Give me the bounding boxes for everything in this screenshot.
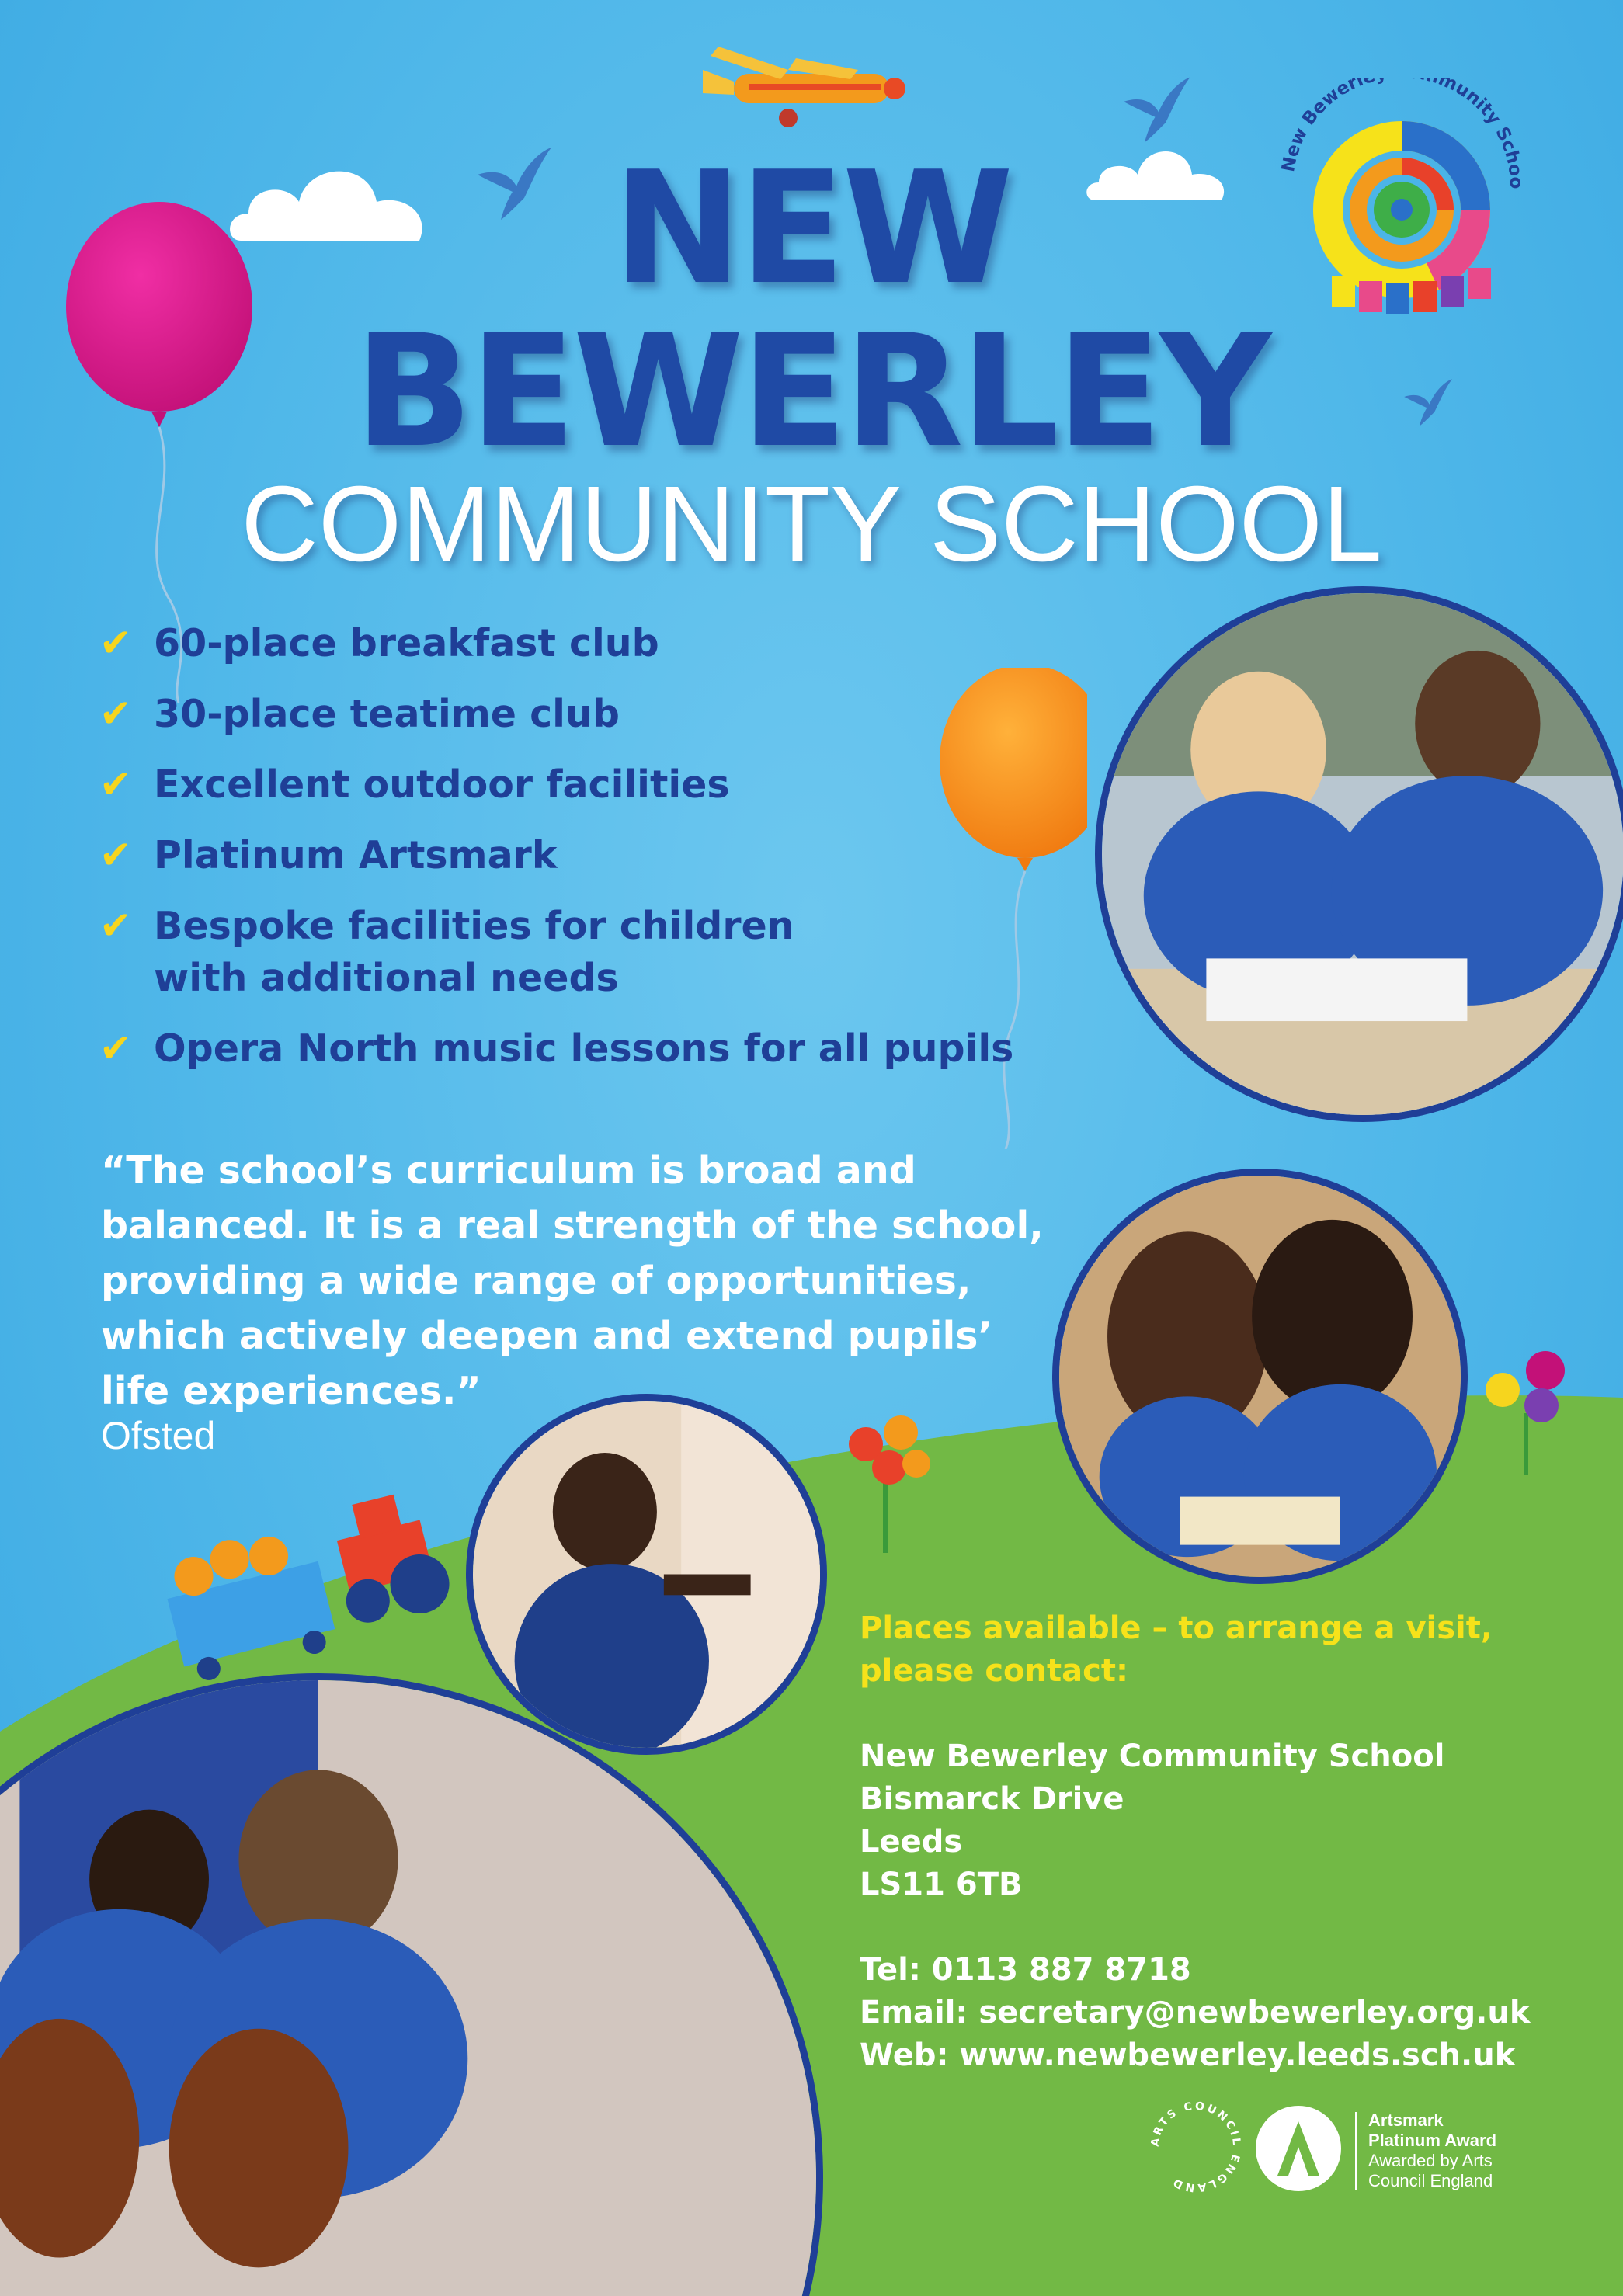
contact-block [860, 1607, 1559, 2077]
check-icon: ✔ [99, 903, 132, 948]
svg-text:New Bewerley Community School: New Bewerl munity Schoo [1278, 78, 1527, 189]
arts-council-logo [1145, 2096, 1246, 2197]
check-icon: ✔ [99, 620, 132, 665]
flower-orange-icon [835, 1405, 936, 1553]
airplane-icon [703, 39, 928, 132]
feature-item: ✔ Opera North music lessons for all pupils [99, 1023, 1013, 1075]
title-bewerley: BEWERLEY [354, 301, 1269, 482]
contact-web: Web: www.newbewerley.leeds.sch.uk [860, 2037, 1516, 2073]
quote-source: Ofsted [101, 1414, 216, 1457]
svg-text:ARTS COUNCIL ENGLAND: ARTS COUNCIL ENGLAND [1149, 2100, 1243, 2194]
check-icon: ✔ [99, 691, 132, 736]
feature-item: ✔ Bespoke facilities for children with additional needs [99, 900, 1013, 1004]
feature-list [99, 617, 1013, 1093]
ofsted-quote [101, 1143, 1048, 1419]
check-icon: ✔ [99, 1026, 132, 1071]
quote-line: “The school’s curriculum is broad and [101, 1148, 916, 1193]
artsmark-award-text [1368, 2110, 1496, 2191]
address-line: Leeds [860, 1824, 963, 1860]
photo-reading-girls [1095, 586, 1623, 1122]
photo-girls-book [1052, 1169, 1468, 1584]
contact-tel: Tel: 0113 887 8718 [860, 1952, 1191, 1988]
quote-line: which actively deepen and extend pupils’ [101, 1314, 993, 1358]
feature-item: ✔ 60-place breakfast club [99, 617, 1013, 669]
contact-heading: please contact: [860, 1653, 1128, 1689]
address-line: Bismarck Drive [860, 1781, 1124, 1817]
title-community-school: COMMUNITY SCHOOL [241, 464, 1382, 584]
artsmark-sub: Council England [1368, 2171, 1493, 2190]
flower-pink-icon [1472, 1343, 1580, 1475]
check-icon: ✔ [99, 832, 132, 877]
check-icon: ✔ [99, 762, 132, 807]
contact-heading: Places available – to arrange a visit, [860, 1610, 1493, 1646]
artsmark-title: Artsmark [1368, 2110, 1444, 2130]
contact-email: Email: secretary@newbewerley.org.uk [860, 1995, 1531, 2030]
artsmark-title: Platinum Award [1368, 2131, 1497, 2150]
tractor-icon [151, 1479, 462, 1681]
quote-line: balanced. It is a real strength of the school, [101, 1204, 1044, 1248]
artsmark-sub: Awarded by Arts [1368, 2151, 1493, 2170]
photo-boy-whiteboard [466, 1394, 827, 1755]
quote-line: life experiences.” [101, 1369, 481, 1413]
feature-item: ✔ 30-place teatime club [99, 688, 1013, 740]
address-line: New Bewerley Community School [860, 1738, 1445, 1774]
address-line: LS11 6TB [860, 1867, 1023, 1902]
badge-divider [1355, 2112, 1357, 2190]
artsmark-logo [1254, 2104, 1343, 2194]
feature-item: ✔ Platinum Artsmark [99, 829, 1013, 881]
title-new: NEW [612, 138, 1011, 319]
feature-item: ✔ Excellent outdoor facilities [99, 759, 1013, 811]
quote-line: providing a wide range of opportunities, [101, 1259, 971, 1303]
bird-icon-2 [1114, 74, 1196, 144]
